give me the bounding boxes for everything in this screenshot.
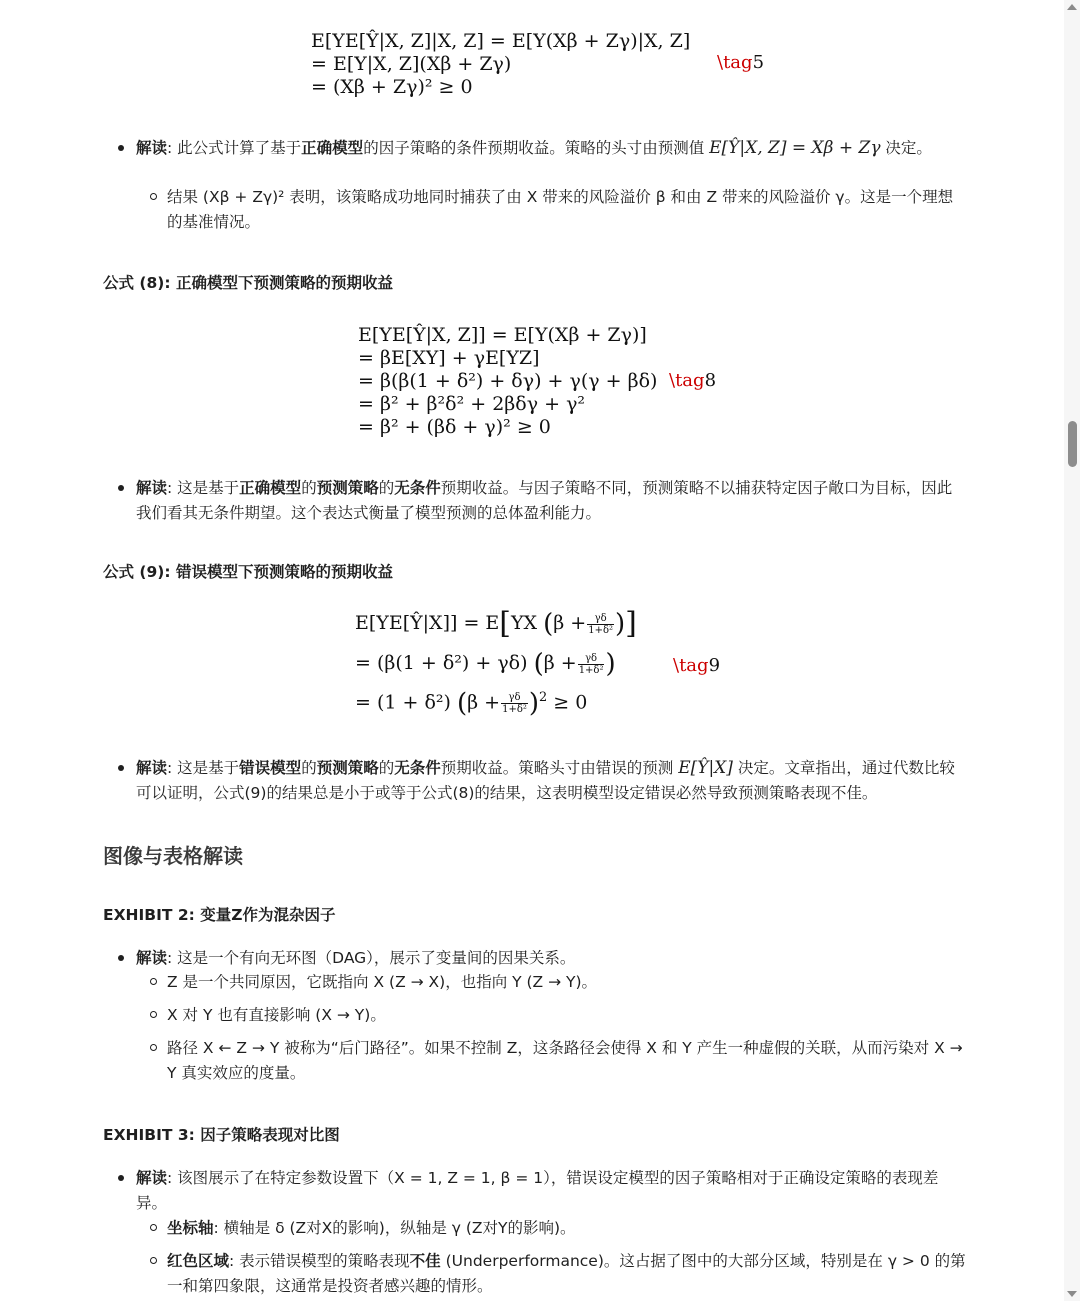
vertical-scrollbar[interactable] [1064, 0, 1080, 1301]
equation-line: E[YE[Ŷ|X, Z]|X, Z] = E[Y(Xβ + Zγ)|X, Z] [311, 30, 691, 52]
sub-list-item: 坐标轴: 横轴是 δ (Z对X的影响)，纵轴是 γ (Z对Y的影响)。 [167, 1216, 967, 1241]
list-item: 解读: 这是基于错误模型的预测策略的无条件预期收益。策略头寸由错误的预测 E[Ŷ|X] 决定。文章指出，通过代数比较可以证明，公式(9)的结果总是小于或等于公式(8)的结果，这表明模型设定错误必然导致预测策略表现不佳。 [136, 756, 966, 806]
fraction: $\frac{\gamma\delta}{\text{1+δ²}}$ [578, 652, 604, 676]
scroll-down-arrow-icon[interactable] [1067, 1291, 1077, 1297]
list-item: 解读: 这是一个有向无环图（DAG），展示了变量间的因果关系。 [136, 946, 966, 971]
sub-list-item: X 对 Y 也有直接影响 (X → Y)。 [167, 1003, 967, 1028]
heading-exhibit-2: EXHIBIT 2: 变量Z作为混杂因子 [103, 906, 336, 924]
equation-tag-5: \tag5 [717, 52, 765, 73]
equation-line: E[YE[Ŷ|X, Z]] = E[Y(Xβ + Zγ)] [358, 324, 647, 346]
equation-tag-9: \tag9 [673, 655, 721, 676]
heading-formula-9: 公式 (9): 错误模型下预测策略的预期收益 [103, 563, 393, 581]
equation-tag-8: \tag8 [669, 370, 717, 391]
fraction: $\frac{\gamma\delta}{\text{1+δ²}}$ [502, 691, 527, 715]
fraction: $\frac{\gamma\delta}{\text{1+δ²}}$ [588, 612, 614, 636]
equation-line: = (1 + δ²) (β + $\frac{\gamma\delta}{\text{1+δ²}}$ )$^2$ ≥ 0 [355, 688, 588, 719]
equation-line: = (Xβ + Zγ)² ≥ 0 [311, 76, 473, 98]
heading-formula-8: 公式 (8): 正确模型下预测策略的预期收益 [103, 274, 393, 292]
equation-line: = βE[XY] + γE[YZ] [358, 347, 540, 369]
list-item: 解读: 这是基于正确模型的预测策略的无条件预期收益。与因子策略不同，预测策略不以捕获特定因子敞口为目标，因此我们看其无条件期望。这个表达式衡量了模型预测的总体盈利能力。 [136, 476, 966, 526]
sub-list-item: 结果 (Xβ + Zγ)² 表明，该策略成功地同时捕获了由 X 带来的风险溢价 β 和由 Z 带来的风险溢价 γ。这是一个理想的基准情况。 [167, 185, 967, 235]
scroll-up-arrow-icon[interactable] [1067, 4, 1077, 10]
equation-line: = β² + (βδ + γ)² ≥ 0 [358, 416, 551, 438]
equation-line: = β² + β²δ² + 2βδγ + γ² [358, 393, 586, 415]
sub-list-item: 路径 X ← Z → Y 被称为“后门路径”。如果不控制 Z，这条路径会使得 X 和 Y 产生一种虚假的关联，从而污染对 X → Y 真实效应的度量。 [167, 1036, 967, 1086]
heading-exhibit-3: EXHIBIT 3: 因子策略表现对比图 [103, 1126, 340, 1144]
list-item: 解读: 该图展示了在特定参数设置下（X = 1, Z = 1, β = 1），错误设定模型的因子策略相对于正确设定策略的表现差异。 [136, 1166, 966, 1216]
equation-line: = (β(1 + δ²) + γδ) (β + $\frac{\gamma\delta}{\text{1+δ²}}$ ) [355, 649, 616, 679]
scrollbar-thumb[interactable] [1068, 421, 1077, 467]
sub-list-item: 红色区域: 表示错误模型的策略表现不佳 (Underperformance)。这占据了图中的大部分区域，特别是在 γ > 0 的第一和第四象限，这通常是投资者感兴趣的情形。 [167, 1249, 967, 1299]
section-heading: 图像与表格解读 [103, 844, 243, 868]
equation-line: = E[Y|X, Z](Xβ + Zγ) [311, 53, 512, 75]
equation-line: = β(β(1 + δ²) + δγ) + γ(γ + βδ) [358, 370, 658, 392]
list-item: 解读: 此公式计算了基于正确模型的因子策略的条件预期收益。策略的头寸由预测值 E[Ŷ|X, Z] = Xβ + Zγ 决定。 [136, 136, 966, 161]
equation-line: E[YE[Ŷ|X]] = E[YX (β + $\frac{\gamma\delta}{\text{1+δ²}}$ )] [355, 606, 637, 641]
sub-list-item: Z 是一个共同原因，它既指向 X (Z → X)，也指向 Y (Z → Y)。 [167, 970, 967, 995]
